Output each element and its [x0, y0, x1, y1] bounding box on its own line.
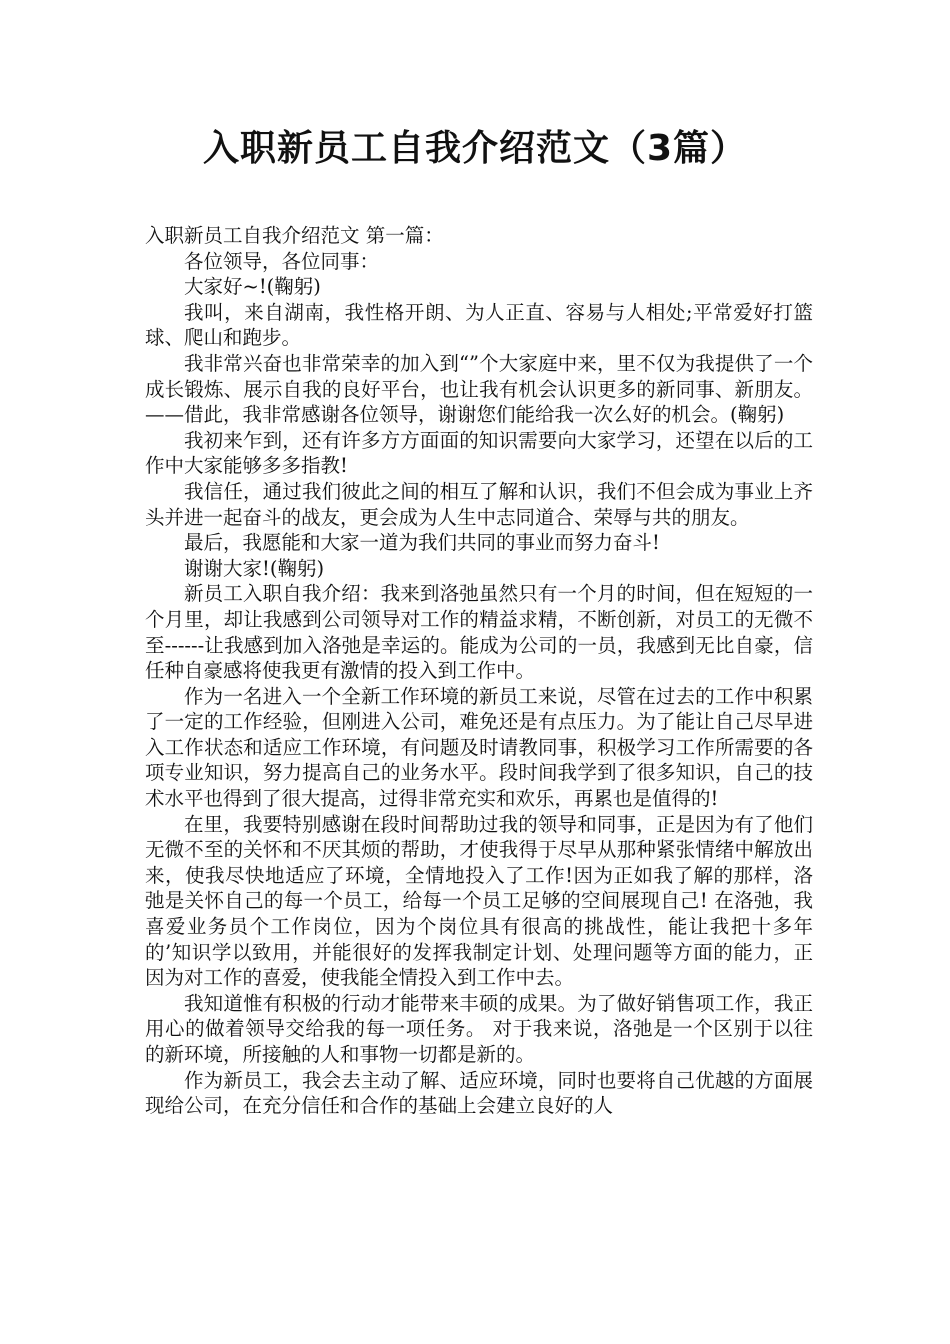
paragraph: 作为新员工，我会去主动了解、适应环境，同时也要将自己优越的方面展现给公司，在充分信任和合作的基础上会建立良好的人 — [145, 1068, 813, 1118]
paragraph: 谢谢大家!(鞠躬) — [184, 556, 325, 580]
paragraph: 作为一名进入一个全新工作环境的新员工来说，尽管在过去的工作中积累了一定的工作经验，但刚进入公司，难免还是有点压力。为了能让自己尽早进入工作状态和适应工作环境，有问题及时请教同事，积极学习工作所需要的各项专业知识，努力提高自己的业务水平。段时间我学到了很多知识，自己的技术水平也得到了很大提高，过得非常充实和欢乐，再累也是值得的! — [145, 684, 813, 811]
document-title: 入职新员工自我介绍范文（3篇） — [202, 128, 748, 169]
section-heading: 入职新员工自我介绍范文 第一篇： — [145, 224, 444, 247]
paragraph: 最后，我愿能和大家一道为我们共同的事业而努力奋斗! — [184, 531, 660, 555]
document-body — [145, 223, 813, 1119]
paragraph: 我信任，通过我们彼此之间的相互了解和认识，我们不但会成为事业上齐头并进一起奋斗的战友，更会成为人生中志同道合、荣辱与共的朋友。 — [145, 479, 813, 529]
paragraph: 新员工入职自我介绍：我来到洛弛虽然只有一个月的时间，但在短短的一个月里，却让我感到公司领导对工作的精益求精，不断创新，对员工的无微不至------让我感到加入洛弛是幸运的。能成为公司的一员，我感到无比自豪，信任种自豪感将使我更有激情的投入到工作中。 — [145, 582, 813, 683]
paragraph: 我初来乍到，还有许多方方面面的知识需要向大家学习，还望在以后的工作中大家能够多多指教! — [145, 428, 813, 478]
paragraph: 我知道惟有积极的行动才能带来丰硕的成果。为了做好销售项工作，我正用心的做着领导交给我的每一项任务。 对于我来说，洛弛是一个区别于以往的新环境，所接触的人和事物一切都是新的。 — [145, 991, 813, 1066]
paragraph: 我叫，来自湖南，我性格开朗、为人正直、容易与人相处;平常爱好打篮球、爬山和跑步。 — [145, 300, 813, 350]
paragraph: 我非常兴奋也非常荣幸的加入到“”个大家庭中来，里不仅为我提供了一个成长锻炼、展示自我的良好平台，也让我有机会认识更多的新同事、新朋友。——借此，我非常感谢各位领导，谢谢您们能给我一次么好的机会。(鞠躬) — [145, 351, 813, 427]
paragraph-greeting: 大家好~!(鞠躬) — [184, 275, 321, 299]
paragraph: 在里，我要特别感谢在段时间帮助过我的领导和同事，正是因为有了他们无微不至的关怀和不厌其烦的帮助，才使我得于尽早从那种紧张情绪中解放出来，使我尽快地适应了环境，全情地投入了工作!因为正如我了解的那样，洛弛是关怀自己的每一个员工，给每一个员工足够的空间展现自己! 在洛弛，我喜爱业务员个工作岗位，因为个岗位具有很高的挑战性，能让我把十多年的’知识学以致用，并能很好的发挥我制定计划、处理问题等方面的能力，正因为对工作的喜爱，使我能全情投入到工作中去。 — [145, 812, 813, 990]
paragraph-salutation: 各位领导，各位同事： — [184, 249, 380, 273]
